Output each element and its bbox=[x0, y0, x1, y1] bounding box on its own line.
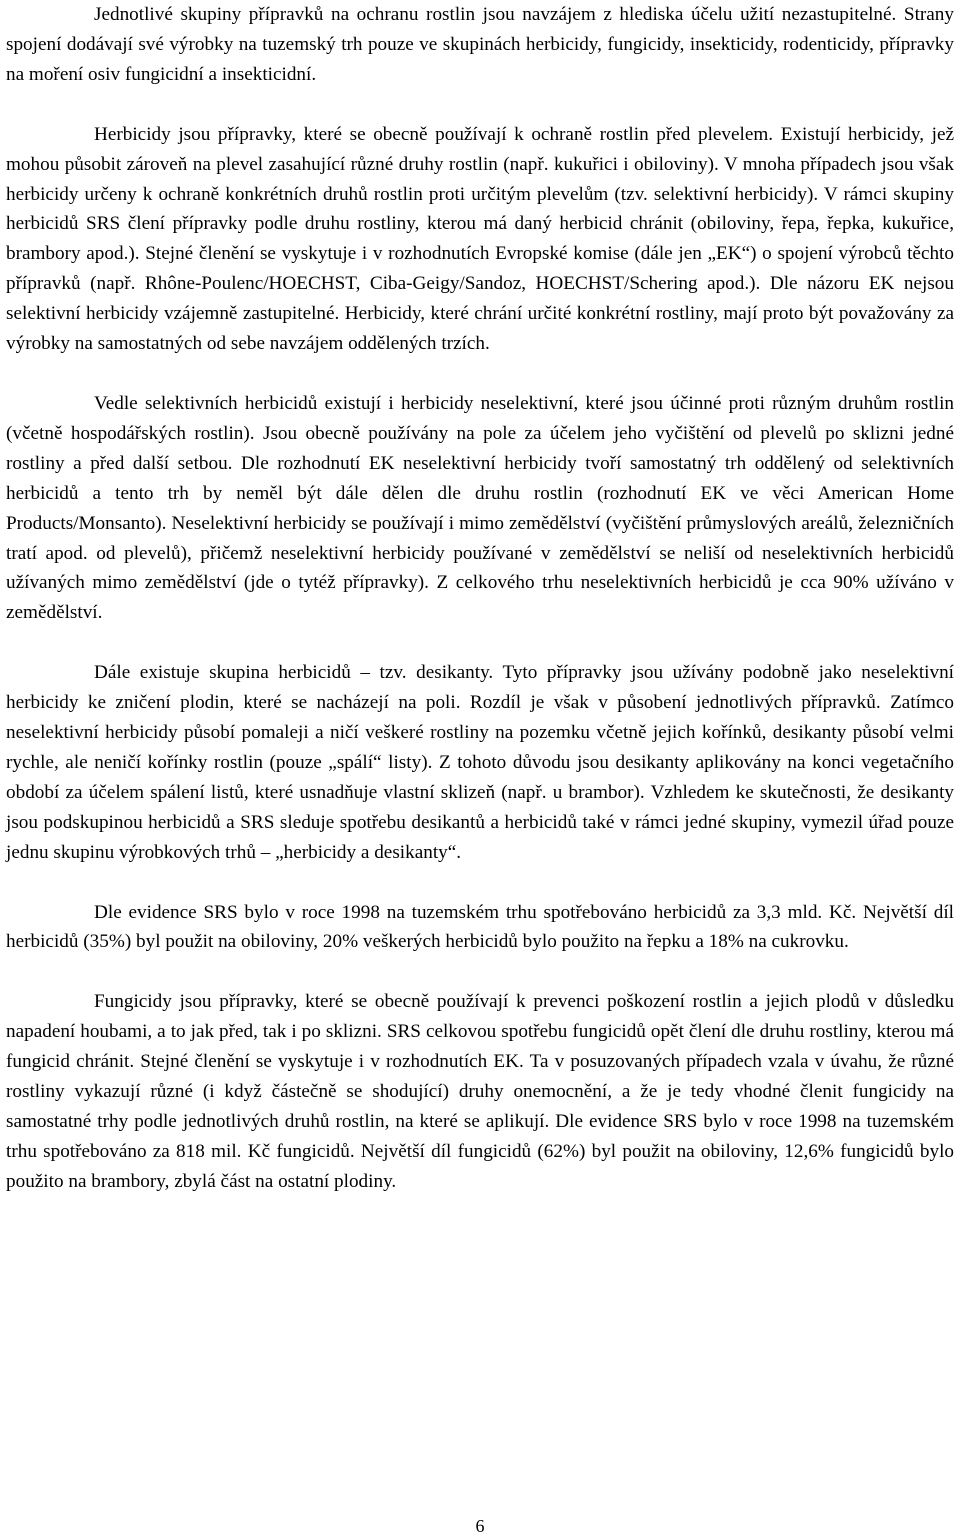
paragraph-herbicides: Herbicidy jsou přípravky, které se obecně používají k ochraně rostlin před plevelem. Existují herbicidy, jež mohou působit zároveň na plevel zasahující různé druhy rostlin (např. kukuřici i obiloviny). V mnoha případech jsou však herbicidy určeny k ochraně konkrétních druhů rostlin proti určitým plevelům (tzv. selektivní herbicidy). V rámci skupiny herbicidů SRS člení přípravky podle druhu rostliny, kterou má daný herbicid chránit (obiloviny, řepa, řepka, kukuřice, brambory apod.). Stejné členění se vyskytuje i v rozhodnutích Evropské komise (dále jen „EK“) o spojení výrobců těchto přípravků (např. Rhône-Poulenc/HOECHST, Ciba-Geigy/Sandoz, HOECHST/Schering apod.). Dle názoru EK nejsou selektivní herbicidy vzájemně zastupitelné. Herbicidy, které chrání určité konkrétní rostliny, mají proto být považovány za výrobky na samostatných od sebe navzájem oddělených trzích. bbox=[6, 123, 954, 355]
paragraph-plant-protection-groups: Jednotlivé skupiny přípravků na ochranu rostlin jsou navzájem z hlediska účelu užití nezastupitelné. Strany spojení dodávají své výrobky na tuzemský trh pouze ve skupinách herbicidy, fungicidy, insekticidy, rodenticidy, přípravky na moření osiv fungicidní a insekticidní. bbox=[6, 4, 954, 85]
paragraph-fungicides: Fungicidy jsou přípravky, které se obecně používají k prevenci poškození rostlin a jejich plodů v důsledku napadení houbami, a to jak před, tak i po sklizni. SRS celkovou spotřebu fungicidů opět člení dle druhu rostliny, kterou má fungicid chránit. Stejné členění se vyskytuje i v rozhodnutích EK. Ta v posuzovaných případech vzala v úvahu, že různé rostliny vykazují různé (i když částečně se shodující) druhy onemocnění, a že je tedy vhodné členit fungicidy na samostatné trhy podle jednotlivých druhů rostlin, na které se aplikují. Dle evidence SRS bylo v roce 1998 na tuzemském trhu spotřebováno za 818 mil. Kč fungicidů. Největší díl fungicidů (62%) byl použit na obiloviny, 12,6% fungicidů bylo použito na brambory, zbylá část na ostatní plodiny. bbox=[6, 991, 954, 1192]
document-body bbox=[6, 0, 954, 1197]
paragraph-herbicide-consumption: Dle evidence SRS bylo v roce 1998 na tuzemském trhu spotřebováno herbicidů za 3,3 mld. Kč. Největší díl herbicidů (35%) byl použit na obiloviny, 20% veškerých herbicidů bylo použito na řepku a 18% na cukrovku. bbox=[6, 901, 954, 953]
paragraph-non-selective-herbicides: Vedle selektivních herbicidů existují i herbicidy neselektivní, které jsou účinné proti různým druhům rostlin (včetně hospodářských rostlin). Jsou obecně používány na pole za účelem jeho vyčištění od plevelů po sklizni jedné rostliny a před další setbou. Dle rozhodnutí EK neselektivní herbicidy tvoří samostatný trh oddělený od selektivních herbicidů a tento trh by neměl být dále dělen dle druhu rostlin (rozhodnutí EK ve věci American Home Products/Monsanto). Neselektivní herbicidy se používají i mimo zemědělství (vyčištění průmyslových areálů, železničních tratí apod. od plevelů), přičemž neselektivní herbicidy používané v zemědělství se neliší od neselektivních herbicidů užívaných mimo zemědělství (jde o tytéž přípravky). Z celkového trhu neselektivních herbicidů je cca 90% užíváno v zemědělství. bbox=[6, 392, 954, 624]
page-number: 6 bbox=[475, 1516, 485, 1536]
paragraph-desiccants: Dále existuje skupina herbicidů – tzv. desikanty. Tyto přípravky jsou užívány podobně jako neselektivní herbicidy ke zničení plodin, které se nacházejí na poli. Rozdíl je však v působení jednotlivých přípravků. Zatímco neselektivní herbicidy působí pomaleji a ničí veškeré rostliny na pozemku včetně jejich kořínků, desikanty působí velmi rychle, ale neničí kořínky rostlin (pouze „spálí“ listy). Z tohoto důvodu jsou desikanty aplikovány na konci vegetačního období za účelem spálení listů, které usnadňuje vlastní sklizeň (např. u brambor). Vzhledem ke skutečnosti, že desikanty jsou podskupinou herbicidů a SRS sleduje spotřebu desikantů a herbicidů také v rámci jedné skupiny, vymezil úřad pouze jednu skupinu výrobkových trhů – „herbicidy a desikanty“. bbox=[6, 662, 954, 863]
